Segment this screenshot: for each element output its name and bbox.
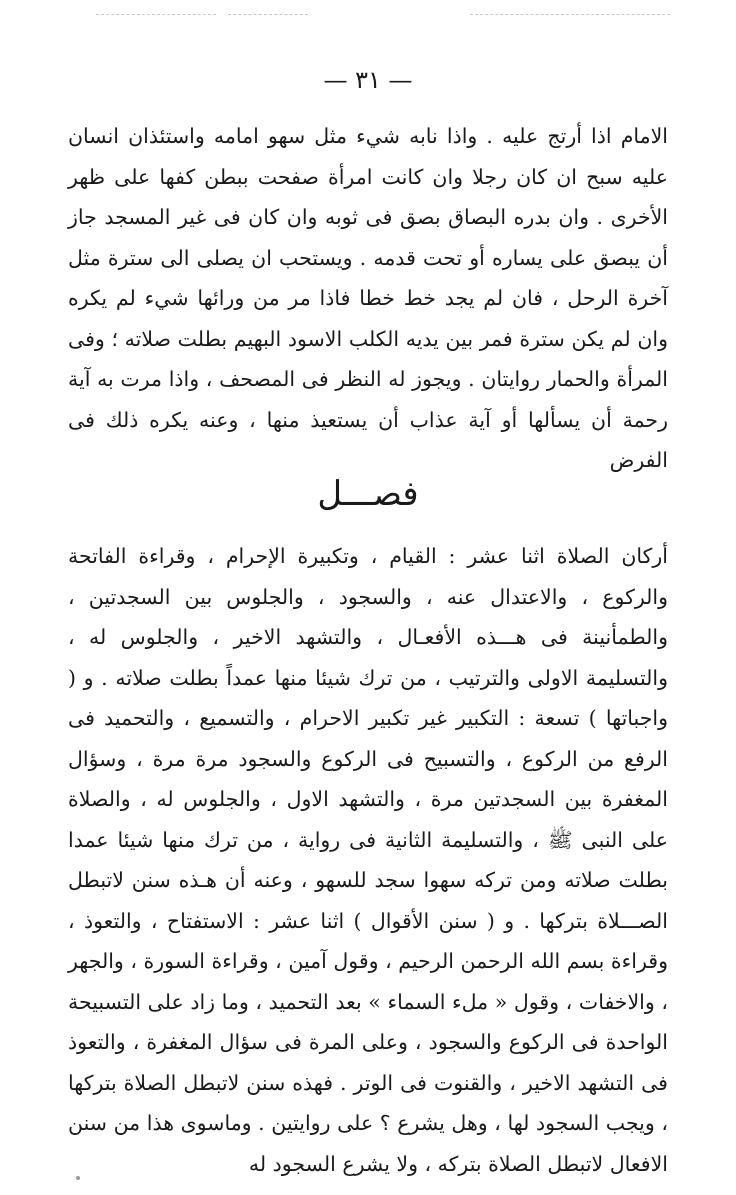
paragraph-1: الامام اذا أرتج عليه . واذا نابه شيء مثل سهو امامه واستئذان انسان عليه سبح ان كان رجلا وان كانت امرأة صفحت ببطن كفها على ظهر الأخرى . وان بدره البصاق بصق فى ثوبه وان كان فى غير المسجد جاز أن يبصق على يساره أو تحت قدمه . ويستحب ان يصلى الى سترة مثل آخرة الرحل ، فان لم يجد خط خطا فاذا مر من ورائها شيء لم يكره وان لم يكن سترة فمر بين يديه الكلب الاسود البهيم بطلت صلاته ؛ وفى المرأة والحمار روايتان . ويجوز له النظر فى المصحف ، واذا مرت به آية رحمة أن يسألها أو آية عذاب أن يستعيذ منها ، وعنه يكره ذلك فى الفرض (68, 124, 668, 472)
ink-speck (76, 1176, 80, 1180)
top-edge-rule-right (470, 14, 670, 15)
page-number: — ٣١ — (323, 66, 413, 94)
paragraph-2: أركان الصلاة اثنا عشر : القيام ، وتكبيرة الإحرام ، وقراءة الفاتحة والركوع ، والاعتدال عنه ، والسجود ، والجلوس بين السجدتين ، والطمأنينة فى هـــذه الأفعـال ، والتشهد الاخير ، والجلوس له ، والتسليمة الاولى والترتيب ، من ترك شيئا منها عمداً بطلت صلاته . و ( واجباتها ) تسعة : التكبير غير تكبير الاحرام ، والتسميع ، والتحميد فى الرفع من الركوع ، والتسبيح فى الركوع والسجود مرة مرة ، وسؤال المغفرة بين السجدتين مرة ، والتشهد الاول ، والجلوس له ، والصلاة على النبى ﷺ ، والتسليمة الثانية فى رواية ، من ترك منها شيئا عمدا بطلت صلاته ومن تركه سهوا سجد للسهو ، وعنه أن هـذه سنن لاتبطل الصـــلاة بتركها . و ( سنن الأقوال ) اثنا عشر : الاستفتاح ، والتعوذ ، وقراءة بسم الله الرحمن الرحيم ، وقول آمين ، وقراءة السورة ، والجهر ، والاخفات ، وقول « ملء السماء » بعد التحميد ، وما زاد على التسبيحة الواحدة فى الركوع والسجود ، وعلى المرة فى سؤال المغفرة ، والتعوذ فى التشهد الاخير ، والقنوت فى الوتر . فهذه سنن لاتبطل الصلاة بتركها ، ويجب السجود لها ، وهل يشرع ؟ على روايتين . وماسوى هذا من سنن الافعال لاتبطل الصلاة بتركه ، ولا يشرع السجود له (68, 544, 668, 1176)
section-heading: فصـــل (317, 474, 419, 514)
top-edge-rule-middle (228, 14, 308, 15)
top-edge-rule-left (96, 14, 216, 15)
